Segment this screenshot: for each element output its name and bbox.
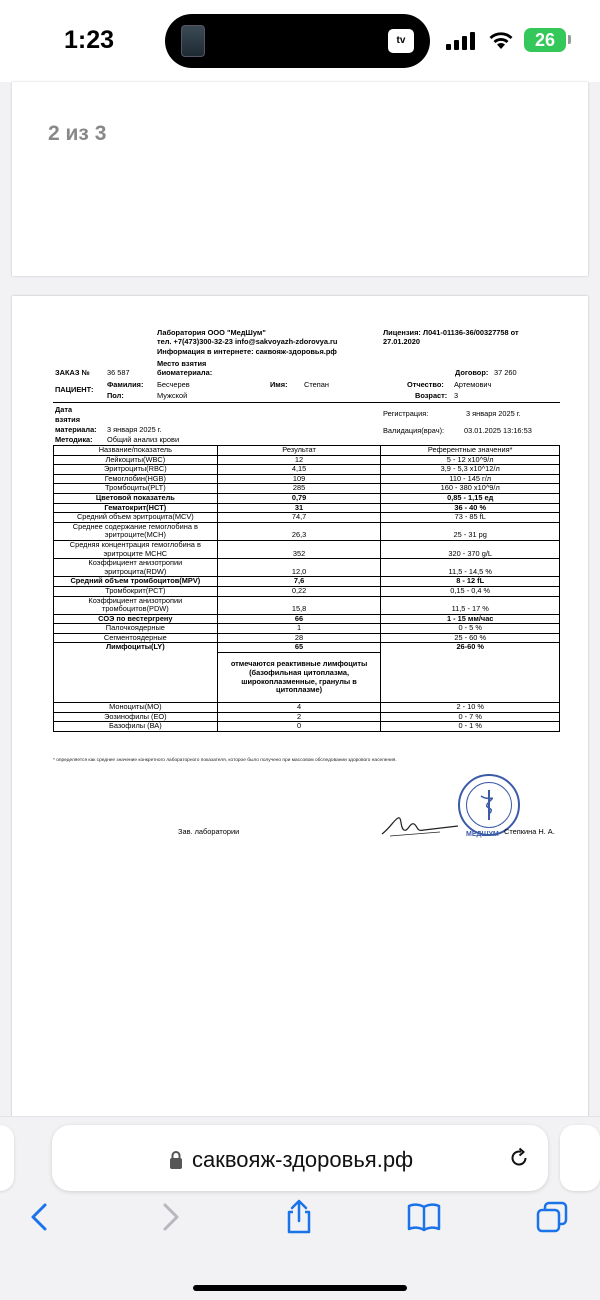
- divider: [53, 402, 560, 403]
- note-line: широкоплазменные, гранулы в: [241, 676, 357, 686]
- signature-label: Зав. лаборатории: [178, 827, 240, 836]
- surname-value: Бесчерев: [157, 380, 190, 389]
- row-ref: 0 - 7 %: [381, 712, 560, 722]
- row-name-line: Средняя концентрация гемоглобина в: [69, 539, 201, 549]
- row-result: 65: [217, 643, 381, 653]
- row-ref: 25 - 60 %: [381, 633, 560, 643]
- row-name-line: эритроците(MCH): [104, 530, 166, 540]
- lab-website: Информация в интернете: саквояж-здоровья.рф: [157, 347, 337, 356]
- surname-label: Фамилия:: [107, 380, 144, 389]
- table-row: [54, 465, 560, 475]
- row-result: 7,6: [217, 577, 381, 587]
- row-ref: 11,5 - 17 %: [381, 596, 560, 614]
- table-row: [54, 596, 560, 614]
- row-result: 4,15: [217, 465, 381, 475]
- sampling-date-label-1: Дата: [55, 405, 73, 414]
- back-icon[interactable]: [22, 1199, 58, 1235]
- bookmarks-icon[interactable]: [406, 1199, 442, 1235]
- row-name: СОЭ по вестергрену: [54, 614, 218, 624]
- row-ref: 1 - 15 мм/час: [381, 614, 560, 624]
- row-name: [54, 559, 218, 577]
- row-name: [54, 522, 218, 540]
- row-ref: 26-60 %: [381, 643, 560, 703]
- signature-scribble-icon: [380, 814, 460, 838]
- row-ref: 36 - 40 %: [381, 503, 560, 513]
- row-name-line: эритроците MCHC: [103, 548, 168, 558]
- row-name: Палочкоядерные: [54, 624, 218, 634]
- previous-tab-preview[interactable]: [0, 1125, 14, 1191]
- row-name: Моноциты(МО): [54, 703, 218, 713]
- pdf-page-previous[interactable]: [12, 82, 588, 276]
- header-result: Результат: [217, 446, 381, 456]
- table-row: [54, 624, 560, 634]
- row-result: 12: [217, 455, 381, 465]
- row-ref: 5 - 12 x10^9/л: [381, 455, 560, 465]
- header-ref: Референтные значения*: [381, 446, 560, 456]
- sampling-date: 3 января 2025 г.: [107, 425, 162, 434]
- row-result: 66: [217, 614, 381, 624]
- row-result: 15,8: [217, 596, 381, 614]
- patronymic-value: Артемович: [454, 380, 492, 389]
- row-result: 26,3: [217, 522, 381, 540]
- row-result: 285: [217, 484, 381, 494]
- share-icon[interactable]: [281, 1199, 317, 1235]
- results-table: [53, 445, 560, 732]
- row-ref: 320 - 370 g/L: [381, 540, 560, 558]
- name-value: Степан: [304, 380, 329, 389]
- table-row: [54, 577, 560, 587]
- table-row: [54, 522, 560, 540]
- home-indicator[interactable]: [193, 1285, 407, 1291]
- method-label: Методика:: [55, 435, 93, 444]
- table-row: [54, 559, 560, 577]
- pdf-page-current[interactable]: [12, 296, 588, 1126]
- patronymic-label: Отчество:: [407, 380, 444, 389]
- row-name: Базофилы (ВА): [54, 722, 218, 732]
- header-name: Название/показатель: [54, 446, 218, 456]
- validation-value: 03.01.2025 13:16:53: [464, 426, 532, 435]
- row-result: 4: [217, 703, 381, 713]
- row-result: 0: [217, 722, 381, 732]
- sampling-date-label-2: взятия: [55, 415, 81, 424]
- dynamic-island[interactable]: [165, 14, 430, 68]
- stamp-text: МЕДШУМ: [466, 831, 499, 838]
- row-name: Гематокрит(HCT): [54, 503, 218, 513]
- validation-label: Валидация(врач):: [383, 426, 445, 435]
- registration-value: 3 января 2025 г.: [466, 409, 521, 418]
- row-ref: 73 - 85 fL: [381, 513, 560, 523]
- row-result: 1: [217, 624, 381, 634]
- lab-report: [12, 296, 588, 1126]
- age-label: Возраст:: [415, 391, 448, 400]
- order-number: 36 587: [107, 368, 130, 377]
- row-result: 12,0: [217, 559, 381, 577]
- lab-name: Лаборатория ООО "МедШум": [157, 328, 266, 337]
- row-name-line: Среднее содержание гемоглобина в: [72, 521, 198, 531]
- row-ref: 160 - 380 x10^9/л: [381, 484, 560, 494]
- lab-contact: тел. +7(473)300-32-23 info@sakvoyazh-zdorovya.ru: [157, 337, 338, 346]
- row-name: Эозинофилы (ЕО): [54, 712, 218, 722]
- row-result: 0,79: [217, 493, 381, 503]
- lock-icon: [169, 1150, 183, 1170]
- row-name: [54, 540, 218, 558]
- next-tab-preview[interactable]: [560, 1125, 600, 1191]
- row-name: Тромбоциты(PLT): [54, 484, 218, 494]
- browser-toolbar: [0, 1116, 600, 1300]
- row-name: Сегментоядерные: [54, 633, 218, 643]
- row-name: Тромбокрит(PCT): [54, 586, 218, 596]
- reload-icon[interactable]: [508, 1147, 530, 1169]
- battery-indicator: 26: [524, 28, 566, 52]
- row-name: Средний объем тромбоцитов(MPV): [54, 577, 218, 587]
- table-row: [54, 722, 560, 732]
- row-ref: 8 - 12 fL: [381, 577, 560, 587]
- row-result: 0,22: [217, 586, 381, 596]
- row-result: 352: [217, 540, 381, 558]
- method-value: Общий анализ крови: [107, 435, 180, 444]
- order-label: ЗАКАЗ №: [55, 368, 90, 377]
- address-bar[interactable]: [52, 1125, 548, 1191]
- place-label-1: Место взятия: [157, 359, 207, 368]
- battery-tip: [568, 35, 571, 44]
- row-result: 28: [217, 633, 381, 643]
- row-ref: 0 - 1 %: [381, 722, 560, 732]
- table-row: [54, 540, 560, 558]
- row-result: 109: [217, 474, 381, 484]
- table-row: [54, 703, 560, 713]
- caduceus-icon: [476, 788, 502, 822]
- wifi-icon: [488, 30, 514, 50]
- status-time: 1:23: [64, 26, 115, 54]
- contract-label: Договор:: [455, 368, 489, 377]
- place-label-2: биоматериала:: [157, 368, 213, 377]
- row-name: Средний объем эритроцита(MCV): [54, 513, 218, 523]
- patient-label: ПАЦИЕНТ:: [55, 385, 94, 394]
- registration-label: Регистрация:: [383, 409, 429, 418]
- row-ref: 11,5 - 14,5 %: [381, 559, 560, 577]
- row-ref: 0,85 - 1,15 ед: [381, 493, 560, 503]
- row-name-line: тромбоцитов(PDW): [101, 604, 169, 614]
- name-label: Имя:: [270, 380, 288, 389]
- forward-icon[interactable]: [152, 1199, 188, 1235]
- note-line: отмечаются реактивные лимфоциты: [230, 659, 368, 669]
- row-ref: 0 - 5 %: [381, 624, 560, 634]
- note-line: цитоплазме): [276, 685, 323, 695]
- url-text[interactable]: саквояж-здоровья.рф: [192, 1147, 414, 1172]
- apple-tv-icon: tv: [388, 29, 414, 53]
- row-name: [54, 596, 218, 614]
- sampling-date-label-3: материала:: [55, 425, 97, 434]
- row-name: Лейкоциты(WBC): [54, 455, 218, 465]
- row-ref: 2 - 10 %: [381, 703, 560, 713]
- signature-name: Степкина Н. А.: [504, 827, 555, 836]
- age-value: 3: [454, 391, 459, 400]
- table-row: [54, 493, 560, 503]
- now-playing-thumbnail: [181, 25, 205, 57]
- row-name-line: Коэффициент анизотропии: [88, 558, 183, 568]
- cellular-signal-icon: [446, 32, 476, 50]
- table-header-row: [54, 446, 560, 456]
- row-name-line: Коэффициент анизотропии: [88, 595, 183, 605]
- row-note: [217, 653, 381, 703]
- table-footnote: * определяется как среднее значение конкретного лабораторного показателя, которое было получено при массовом обследовании здорового населения.: [53, 758, 397, 763]
- row-ref: 3,9 - 5,3 x10^12/л: [381, 465, 560, 475]
- note-line: (базофильная цитоплазма,: [249, 667, 350, 677]
- row-result: 31: [217, 503, 381, 513]
- contract-number: 37 260: [494, 368, 517, 377]
- page-indicator: 2 из 3: [48, 122, 107, 145]
- status-bar: [0, 0, 600, 82]
- row-result: 2: [217, 712, 381, 722]
- license-line-1: Лицензия: Л041-01136-36/00327758 от: [383, 328, 519, 337]
- row-name: Эритроциты(RBC): [54, 465, 218, 475]
- row-result: 74,7: [217, 513, 381, 523]
- row-name: Гемоглобин(HGB): [54, 474, 218, 484]
- row-ref: 0,15 - 0,4 %: [381, 586, 560, 596]
- row-name: Лимфоциты(LY): [54, 643, 218, 703]
- license-line-2: 27.01.2020: [383, 337, 420, 346]
- tabs-icon[interactable]: [534, 1199, 570, 1235]
- sex-label: Пол:: [107, 391, 124, 400]
- sex-value: Мужской: [157, 391, 188, 400]
- row-ref: 110 - 145 г/л: [381, 474, 560, 484]
- row-ref: 25 - 31 pg: [381, 522, 560, 540]
- row-name: Цветовой показатель: [54, 493, 218, 503]
- table-row-lymphocytes: [54, 643, 560, 653]
- row-name-line: эритроцита(RDW): [104, 566, 167, 576]
